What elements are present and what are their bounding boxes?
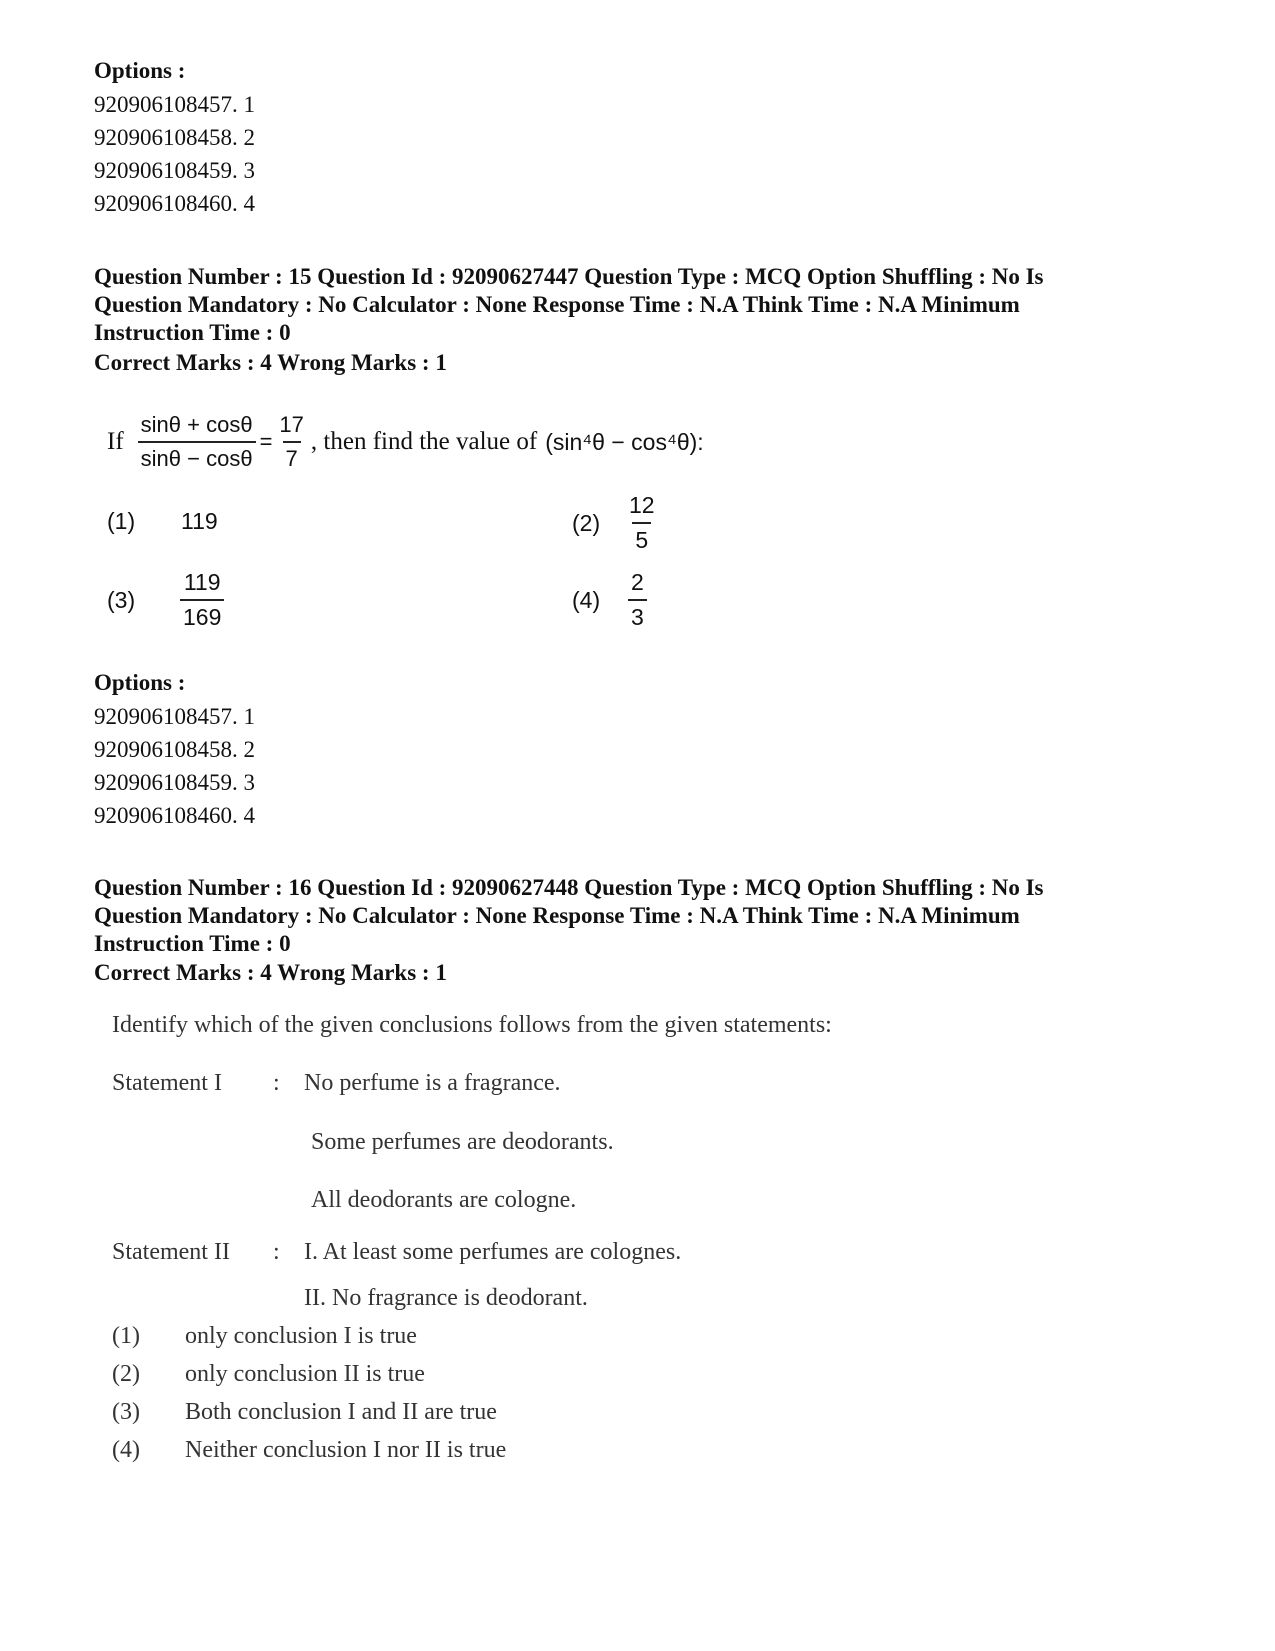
value-fraction	[276, 412, 306, 472]
question-meta	[94, 874, 1194, 958]
choice-text: Neither conclusion I nor II is true	[185, 1437, 507, 1463]
choice-label: (2)	[112, 1361, 140, 1387]
statement-line: I. At least some perfumes are colognes.	[304, 1239, 682, 1265]
option-item: 920906108457. 1	[94, 704, 255, 729]
option-item: 920906108459. 3	[94, 770, 255, 795]
choice-label: (1)	[107, 508, 136, 534]
fraction-denominator: 3	[628, 599, 647, 631]
option-item: 920906108458. 2	[94, 737, 255, 762]
fraction-denominator: 169	[180, 599, 224, 631]
fraction-denominator: sinθ − cosθ	[138, 441, 256, 472]
fraction-numerator: 12	[629, 492, 655, 518]
marks-line: Correct Marks : 4 Wrong Marks : 1	[94, 350, 447, 375]
options-heading: Options :	[94, 670, 186, 695]
statement-line: II. No fragrance is deodorant.	[304, 1285, 588, 1311]
option-item: 920906108457. 1	[94, 92, 255, 117]
choice-label: (3)	[112, 1399, 140, 1425]
meta-line: Question Mandatory : No Calculator : None Response Time : N.A Think Time : N.A Minimum	[94, 292, 1020, 317]
options-heading: Options :	[94, 58, 186, 83]
meta-line: Question Number : 16 Question Id : 92090627448 Question Type : MCQ Option Shuffling : No Is	[94, 875, 1044, 900]
if-word: If	[107, 428, 124, 455]
statement-label: Statement II	[112, 1239, 230, 1265]
options-list	[94, 88, 255, 220]
ratio-fraction	[138, 412, 256, 472]
question-prompt: Identify which of the given conclusions follows from the given statements:	[112, 1012, 832, 1038]
choice-text: only conclusion II is true	[185, 1361, 425, 1387]
choice-label: (4)	[112, 1437, 140, 1463]
statement-colon: :	[273, 1070, 280, 1096]
statement-line: No perfume is a fragrance.	[304, 1070, 561, 1096]
option-item: 920906108460. 4	[94, 803, 255, 828]
statement-colon: :	[273, 1239, 280, 1265]
question-text	[107, 410, 704, 474]
meta-line: Question Number : 15 Question Id : 92090627447 Question Type : MCQ Option Shuffling : No Is	[94, 264, 1044, 289]
expression: (sin⁴θ − cos⁴θ):	[545, 428, 704, 455]
choice-text: Both conclusion I and II are true	[185, 1399, 497, 1425]
marks-line: Correct Marks : 4 Wrong Marks : 1	[94, 960, 447, 985]
choice-label: (1)	[112, 1323, 140, 1349]
fraction-numerator: 2	[631, 569, 644, 595]
statement-label: Statement I	[112, 1070, 222, 1096]
meta-line: Question Mandatory : No Calculator : None Response Time : N.A Think Time : N.A Minimum	[94, 903, 1020, 928]
choice-fraction	[626, 492, 658, 554]
choice-label: (2)	[572, 510, 601, 536]
choice-label: (3)	[107, 587, 136, 613]
statement-line: All deodorants are cologne.	[311, 1187, 577, 1213]
question-mid-text: , then find the value of	[310, 428, 538, 455]
statement-line: Some perfumes are deodorants.	[311, 1129, 614, 1155]
choice-fraction	[628, 569, 647, 631]
question-meta	[94, 263, 1194, 347]
choice-text: only conclusion I is true	[185, 1323, 417, 1349]
fraction-numerator: sinθ + cosθ	[140, 412, 253, 437]
options-list	[94, 700, 255, 832]
meta-line: Instruction Time : 0	[94, 931, 291, 956]
fraction-denominator: 5	[632, 522, 651, 554]
fraction-numerator: 119	[183, 569, 221, 595]
option-item: 920906108459. 3	[94, 158, 255, 183]
choice-value: 119	[181, 508, 218, 534]
fraction-denominator: 7	[283, 441, 301, 472]
equals-sign: =	[259, 429, 273, 454]
choice-fraction	[180, 569, 224, 631]
meta-line: Instruction Time : 0	[94, 320, 291, 345]
option-item: 920906108460. 4	[94, 191, 255, 216]
choice-label: (4)	[572, 587, 601, 613]
option-item: 920906108458. 2	[94, 125, 255, 150]
fraction-numerator: 17	[279, 412, 304, 437]
